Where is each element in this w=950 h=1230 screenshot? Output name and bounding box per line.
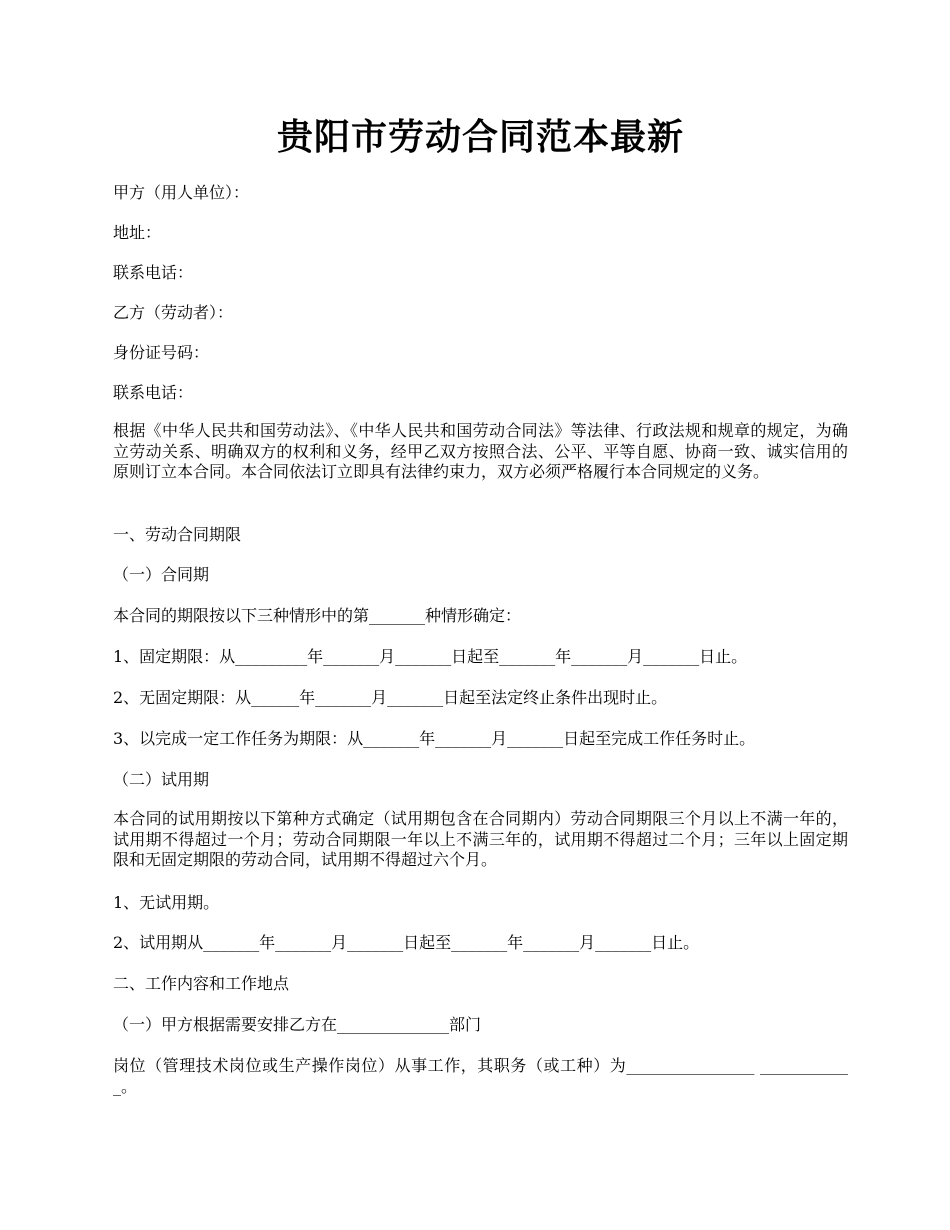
id-number-label: 身份证号码： [113, 343, 210, 362]
section-1-1-heading: （一）合同期 [113, 565, 210, 584]
term-option-1: 1、固定期限：从_________年_______月_______日起至_______年_______月_______日止。 [113, 647, 748, 666]
term-option-2: 2、无固定期限：从______年_______月_______日起至法定终止条件出现时止。 [113, 688, 668, 707]
party-b-label: 乙方（劳动者）： [113, 303, 234, 322]
phone-a-label: 联系电话： [113, 263, 194, 282]
section-1-heading: 一、劳动合同期限 [113, 525, 242, 544]
term-intro: 本合同的期限按以下三种情形中的第_______种情形确定： [113, 606, 522, 625]
preamble-paragraph: 根据《中华人民共和国劳动法》、《中华人民共和国劳动合同法》等法律、行政法规和规章的规定，为确立劳动关系、明确双方的权利和义务，经甲乙双方按照合法、公平、平等自愿、协商一致、诚实信用的原则订立本合同。本合同依法订立即具有法律约束力，双方必须严格履行本合同规定的义务。 [113, 421, 848, 481]
probation-paragraph: 本合同的试用期按以下第种方式确定（试用期包含在合同期内）劳动合同期限三个月以上不满一年的，试用期不得超过一个月；劳动合同期限一年以上不满三年的，试用期不得超过二个月；三年以上固定期限和无固定期限的劳动合同，试用期不得超过六个月。 [113, 809, 848, 869]
probation-option-1: 1、无试用期。 [113, 893, 220, 912]
address-label: 地址： [113, 223, 162, 242]
section-2-1-text: （一）甲方根据需要安排乙方在______________部门 [113, 1015, 482, 1034]
section-1-2-heading: （二）试用期 [113, 770, 210, 789]
probation-option-2: 2、试用期从_______年_______月_______日起至_______年_______月_______日止。 [113, 933, 700, 952]
term-option-3: 3、以完成一定工作任务为期限：从_______年_______月_______日起至完成工作任务时止。 [113, 729, 756, 748]
phone-b-label: 联系电话： [113, 383, 194, 402]
party-a-label: 甲方（用人单位）： [113, 183, 250, 202]
position-paragraph: 岗位（管理技术岗位或生产操作岗位）从事工作，其职务（或工种）为________________ ____________。 [113, 1056, 848, 1096]
section-2-heading: 二、工作内容和工作地点 [113, 974, 290, 993]
document-title: 贵阳市劳动合同范本最新 [276, 116, 684, 158]
